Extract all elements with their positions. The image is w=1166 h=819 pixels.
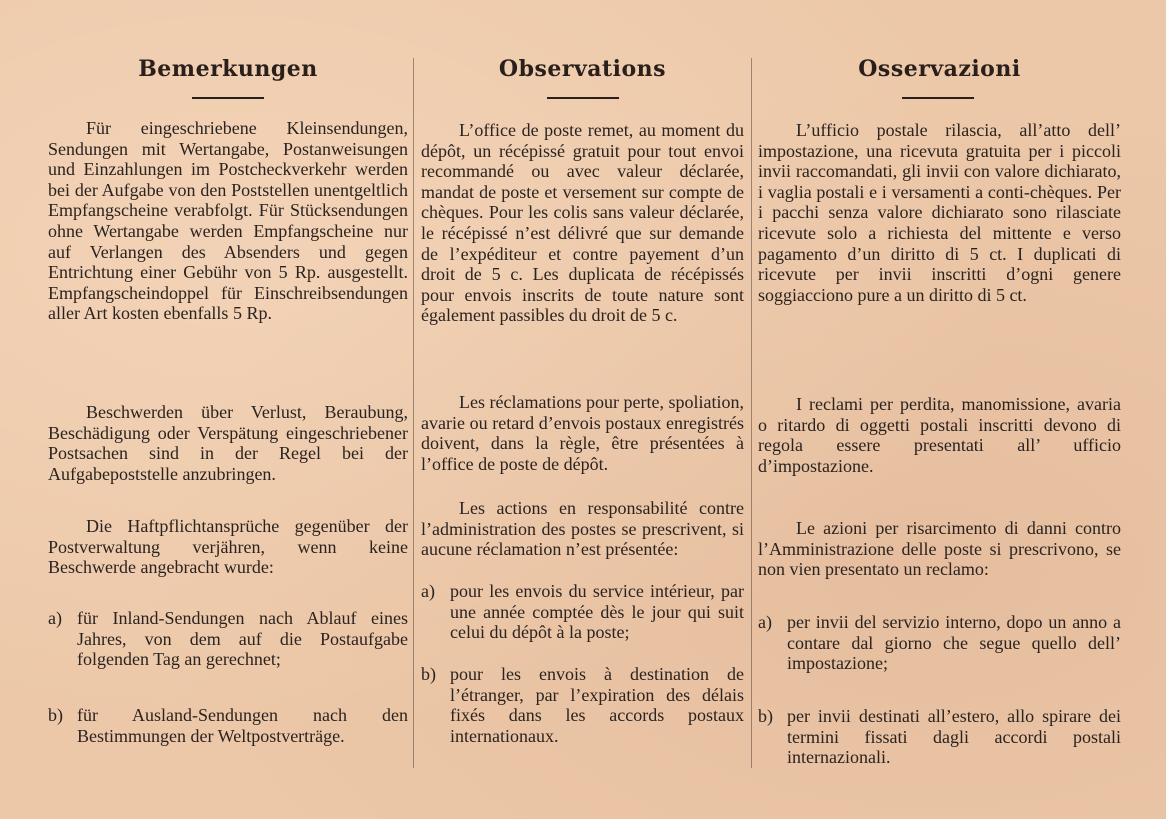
german-item-b <box>48 705 408 746</box>
list-marker-a: a) <box>421 581 435 601</box>
italian-item-b-text: per invii destinati all’estero, allo spirare dei termini fissati dagli accordi postali internazionali. <box>787 706 1121 768</box>
german-item-a <box>48 608 408 670</box>
french-paragraph-receipts: L’office de poste remet, au moment du dépôt, un récépissé gratuit pour tout envoi recommandé ou avec valeur déclarée, mandat de poste et versement sur compte de chèques. Pour les colis sans valeur déclarée, le récépissé n’est délivré que sur demande de l’expéditeur et contre payement d’un droit de 5 c. Les duplicata de récépissés pour envois inscrits de toute nature sont également passibles du droit de 5 c. <box>421 120 744 326</box>
italian-paragraph-liability: Le azioni per risarcimento di danni contro l’Amministrazione delle poste si prescrivono, se non vien presentato un reclamo: <box>758 518 1121 580</box>
french-heading-rule <box>547 97 619 99</box>
french-item-b-text: pour les envois à destination de l’étranger, par l’expiration des délais fixés dans les accords postaux internationaux. <box>450 664 744 746</box>
german-item-b-text: für Ausland-Sendungen nach den Bestimmungen der Weltpostverträge. <box>77 705 408 746</box>
list-marker-a: a) <box>48 608 62 628</box>
german-paragraph-complaints: Beschwerden über Verlust, Beraubung, Beschädigung oder Verspätung eingeschriebener Postsachen sind in der Regel bei der Aufgabepoststelle anzubringen. <box>48 402 408 484</box>
french-paragraph-liability: Les actions en responsabilité contre l’administration des postes se prescrivent, si aucune réclamation n’est présentée: <box>421 498 744 560</box>
list-marker-b: b) <box>758 706 773 726</box>
german-paragraph-receipts: Für eingeschriebene Kleinsendungen, Sendungen mit Wertangabe, Postanweisungen und Einzahlungen im Postcheckverkehr werden bei der Aufgabe von den Poststellen unentgeltlich Empfangscheine verabfolgt. Für Stücksendungen ohne Wertangabe werden Empfangscheine nur auf Verlangen des Absenders und gegen Entrichtung einer Gebühr von 5 Rp. ausgestellt. Empfangscheindoppel für Einschreibsendungen aller Art kosten ebenfalls 5 Rp. <box>48 118 408 324</box>
french-item-a <box>421 581 744 643</box>
italian-paragraph-complaints: I reclami per perdita, manomissione, avaria o ritardo di oggetti postali inscritti devono di regola essere presentati all’ ufficio d’impostazione. <box>758 394 1121 476</box>
french-item-a-text: pour les envois du service intérieur, par une année comptée dès le jour qui suit celui du dépôt à la poste; <box>450 581 744 643</box>
italian-heading: Osservazioni <box>858 56 1021 82</box>
column-divider-right <box>751 58 752 768</box>
italian-paragraph-receipts: L’ufficio postale rilascia, all’atto dell’ impostazione, una ricevuta gratuita per i piccoli invii raccomandati, gli invii con valore dichiarato, i vaglia postali e i versamenti a conti-chèques. Per i pacchi senza valore dichiarato sono rilasciate ricevute solo a richiesta del mittente e verso pagamento d’un diritto di 5 ct. I duplicati di ricevute per invii inscritti d’ogni genere soggiacciono pure a un diritto di 5 ct. <box>758 120 1121 305</box>
italian-column <box>758 0 1121 819</box>
french-heading: Observations <box>498 56 667 82</box>
french-column <box>421 0 744 819</box>
german-column <box>48 0 408 819</box>
italian-heading-rule <box>902 97 974 99</box>
list-marker-b: b) <box>421 664 436 684</box>
italian-item-a-text: per invii del servizio interno, dopo un anno a contare dal giorno che segue quello dell’ impostazione; <box>787 612 1121 674</box>
german-item-a-text: für Inland-Sendungen nach Ablauf eines Jahres, von dem auf die Postaufgabe folgenden Tag an gerechnet; <box>77 608 408 670</box>
french-item-b <box>421 664 744 746</box>
french-paragraph-complaints: Les réclamations pour perte, spoliation, avarie ou retard d’envois postaux enregistrés doivent, dans la règle, être présentées à l’office de poste de dépôt. <box>421 392 744 474</box>
german-heading-rule <box>192 97 264 99</box>
list-marker-a: a) <box>758 612 772 632</box>
italian-item-b <box>758 706 1121 768</box>
italian-item-a <box>758 612 1121 674</box>
column-divider-left <box>413 58 414 768</box>
german-paragraph-liability: Die Haftpflichtansprüche gegenüber der Postverwaltung verjähren, wenn keine Beschwerde angebracht wurde: <box>48 516 408 578</box>
german-heading: Bemerkungen <box>138 56 318 82</box>
list-marker-b: b) <box>48 705 63 725</box>
